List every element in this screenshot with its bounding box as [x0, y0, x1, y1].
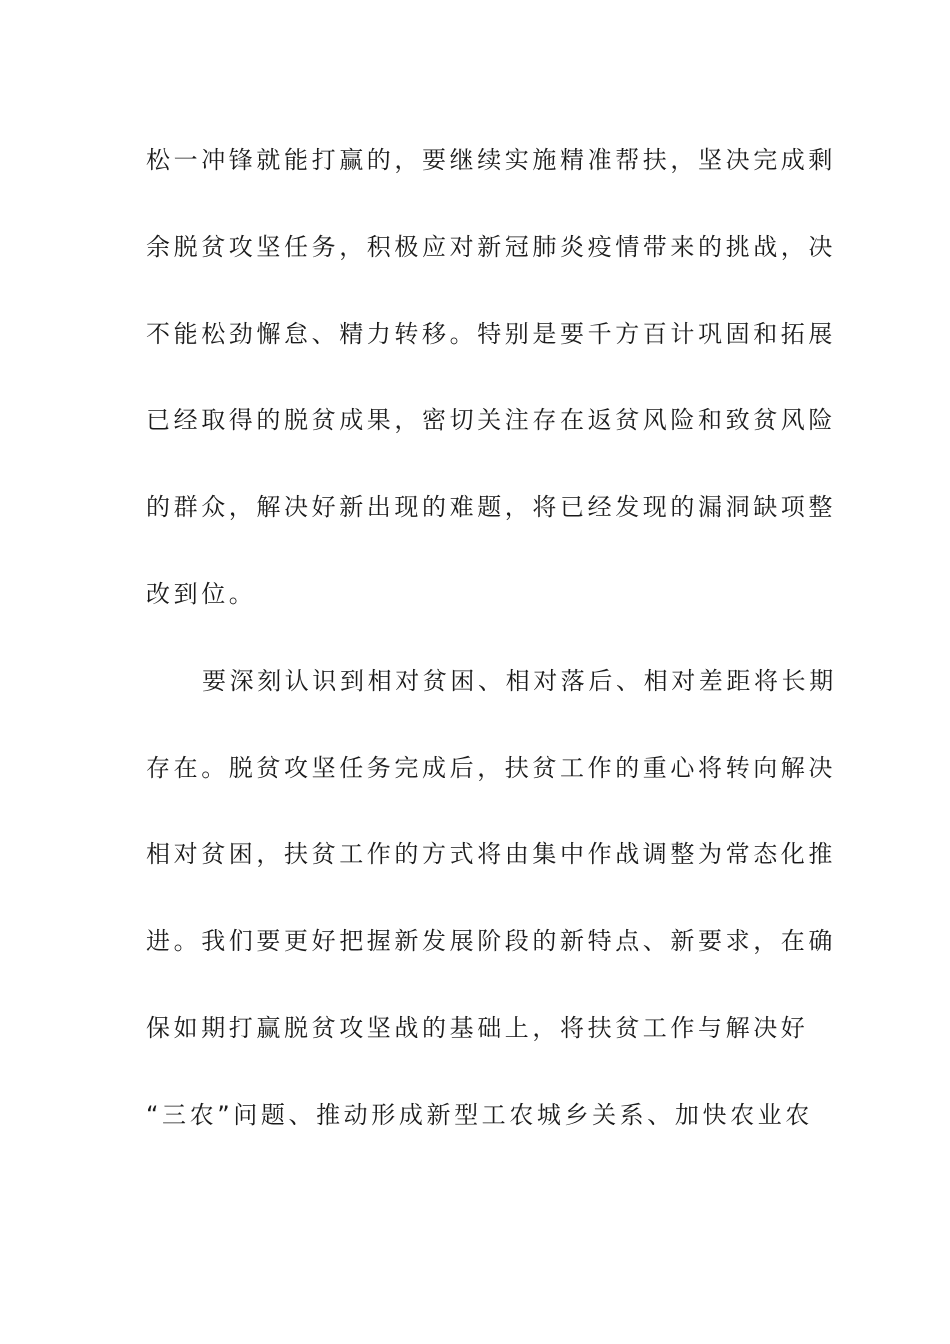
text-line: 存在。脱贫攻坚任务完成后，扶贫工作的重心将转向解决 — [146, 753, 836, 782]
text-line: 的群众，解决好新出现的难题，将已经发现的漏洞缺项整 — [146, 493, 836, 522]
text-line: “三农”问题、推动形成新型工农城乡关系、加快农业农 — [146, 1100, 813, 1129]
text-line: 相对贫困，扶贫工作的方式将由集中作战调整为常态化推 — [146, 840, 836, 869]
text-line: 余脱贫攻坚任务，积极应对新冠肺炎疫情带来的挑战，决 — [146, 232, 836, 261]
text-line: 进。我们要更好把握新发展阶段的新特点、新要求，在确 — [146, 927, 836, 956]
paragraph-start-line: 要深刻认识到相对贫困、相对落后、相对差距将长期 — [202, 666, 837, 695]
body-text — [146, 138, 837, 1180]
text-line: 松一冲锋就能打赢的，要继续实施精准帮扶，坚决完成剩 — [146, 146, 836, 174]
text-line: 改到位。 — [146, 579, 257, 608]
text-line: 已经取得的脱贫成果，密切关注存在返贫风险和致贫风险 — [146, 406, 836, 435]
text-line: 不能松劲懈怠、精力转移。特别是要千方百计巩固和拓展 — [146, 319, 836, 348]
text-line: 保如期打赢脱贫攻坚战的基础上，将扶贫工作与解决好 — [146, 1013, 809, 1042]
